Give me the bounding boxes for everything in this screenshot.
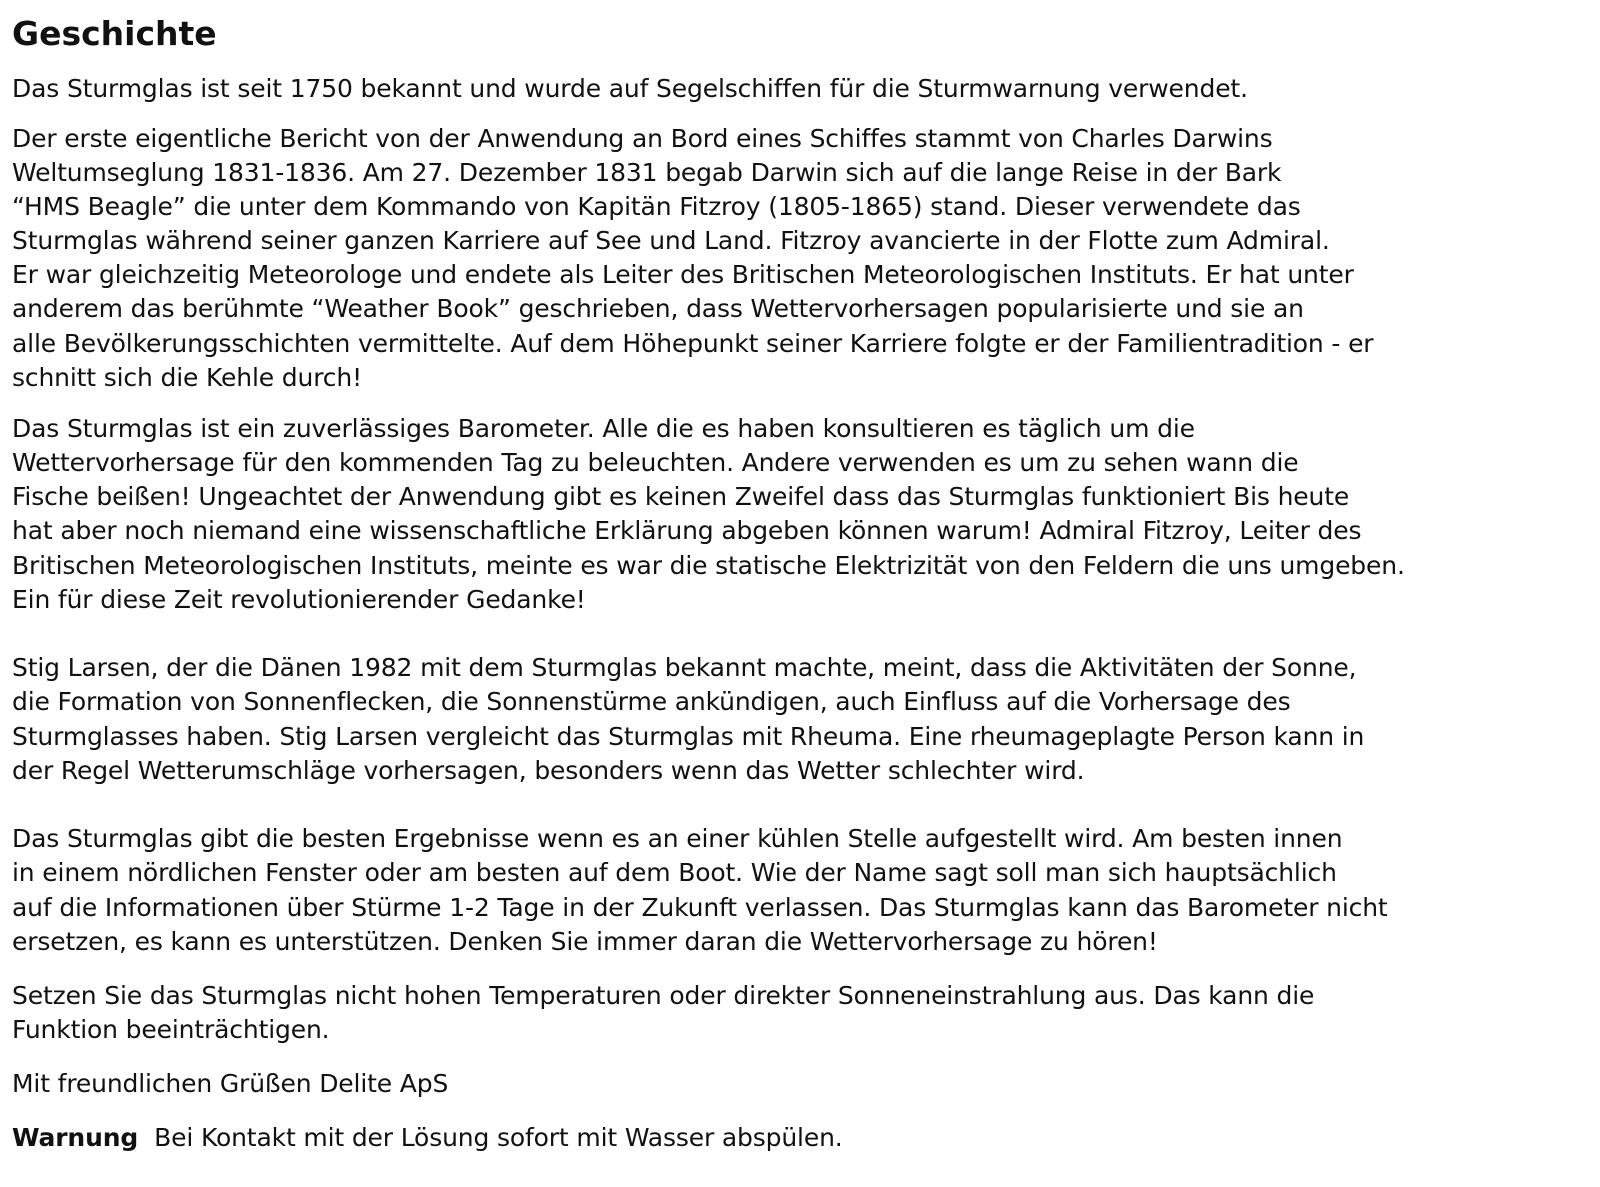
paragraph-3-line-2: Wettervorhersage für den kommenden Tag zu beleuchten. Andere verwenden es um zu sehen wann die bbox=[12, 448, 1299, 477]
paragraph-4-line-1: Stig Larsen, der die Dänen 1982 mit dem Sturmglas bekannt machte, meint, dass die Aktivitäten der Sonne, bbox=[12, 653, 1357, 682]
paragraph-6-line-1: Setzen Sie das Sturmglas nicht hohen Temperaturen oder direkter Sonneneinstrahlung aus. Das kann die bbox=[12, 981, 1315, 1010]
warning-text: Bei Kontakt mit der Lösung sofort mit Wasser abspülen. bbox=[154, 1123, 843, 1152]
paragraph-4-line-4: der Regel Wetterumschläge vorhersagen, besonders wenn das Wetter schlechter wird. bbox=[12, 756, 1085, 785]
paragraph-3-line-1: Das Sturmglas ist ein zuverlässiges Barometer. Alle die es haben konsultieren es täglich um die bbox=[12, 414, 1195, 443]
paragraph-6-line-2: Funktion beeinträchtigen. bbox=[12, 1015, 330, 1044]
paragraph-2-line-3: “HMS Beagle” die unter dem Kommando von Kapitän Fitzroy (1805-1865) stand. Dieser verwendete das bbox=[12, 192, 1301, 221]
paragraph-2-line-4: Sturmglas während seiner ganzen Karriere auf See und Land. Fitzroy avancierte in der Flotte zum Admiral. bbox=[12, 226, 1330, 255]
paragraph-5-line-1: Das Sturmglas gibt die besten Ergebnisse wenn es an einer kühlen Stelle aufgestellt wird. Am besten innen bbox=[12, 824, 1343, 853]
paragraph-5-line-2: in einem nördlichen Fenster oder am besten auf dem Boot. Wie der Name sagt soll man sich hauptsächlich bbox=[12, 858, 1337, 887]
paragraph-2-line-8: schnitt sich die Kehle durch! bbox=[12, 363, 362, 392]
paragraph-5-line-3: auf die Informationen über Stürme 1-2 Tage in der Zukunft verlassen. Das Sturmglas kann das Barometer nicht bbox=[12, 893, 1388, 922]
paragraph-2-line-2: Weltumseglung 1831-1836. Am 27. Dezember 1831 begab Darwin sich auf die lange Reise in der Bark bbox=[12, 158, 1282, 187]
paragraph-1-line-1: Das Sturmglas ist seit 1750 bekannt und wurde auf Segelschiffen für die Sturmwarnung verwendet. bbox=[12, 74, 1248, 103]
paragraph-3-line-5: Britischen Meteorologischen Instituts, meinte es war die statische Elektrizität von den Feldern die uns umgeben. bbox=[12, 551, 1405, 580]
paragraph-3-line-4: hat aber noch niemand eine wissenschaftliche Erklärung abgeben können warum! Admiral Fitzroy, Leiter des bbox=[12, 516, 1362, 545]
paragraph-2-line-7: alle Bevölkerungsschichten vermittelte. Auf dem Höhepunkt seiner Karriere folgte er der Familientradition - er bbox=[12, 329, 1374, 358]
paragraph-2-line-1: Der erste eigentliche Bericht von der Anwendung an Bord eines Schiffes stammt von Charles Darwins bbox=[12, 124, 1273, 153]
page-title: Geschichte bbox=[12, 14, 217, 53]
paragraph-3-line-6: Ein für diese Zeit revolutionierender Gedanke! bbox=[12, 585, 586, 614]
paragraph-2-line-6: anderem das berühmte “Weather Book” geschrieben, dass Wettervorhersagen popularisierte und sie an bbox=[12, 294, 1304, 323]
warning-label: Warnung bbox=[12, 1123, 139, 1152]
closing-line: Mit freundlichen Grüßen Delite ApS bbox=[12, 1069, 449, 1098]
warning-line bbox=[12, 1121, 843, 1155]
paragraph-2-line-5: Er war gleichzeitig Meteorologe und endete als Leiter des Britischen Meteorologischen Instituts. Er hat unter bbox=[12, 260, 1354, 289]
paragraph-4-line-2: die Formation von Sonnenflecken, die Sonnenstürme ankündigen, auch Einfluss auf die Vorhersage des bbox=[12, 687, 1291, 716]
paragraph-4-line-3: Sturmglasses haben. Stig Larsen vergleicht das Sturmglas mit Rheuma. Eine rheumageplagte Person kann in bbox=[12, 722, 1365, 751]
paragraph-5-line-4: ersetzen, es kann es unterstützen. Denken Sie immer daran die Wettervorhersage zu hören! bbox=[12, 927, 1158, 956]
paragraph-3-line-3: Fische beißen! Ungeachtet der Anwendung gibt es keinen Zweifel dass das Sturmglas funktioniert Bis heute bbox=[12, 482, 1350, 511]
